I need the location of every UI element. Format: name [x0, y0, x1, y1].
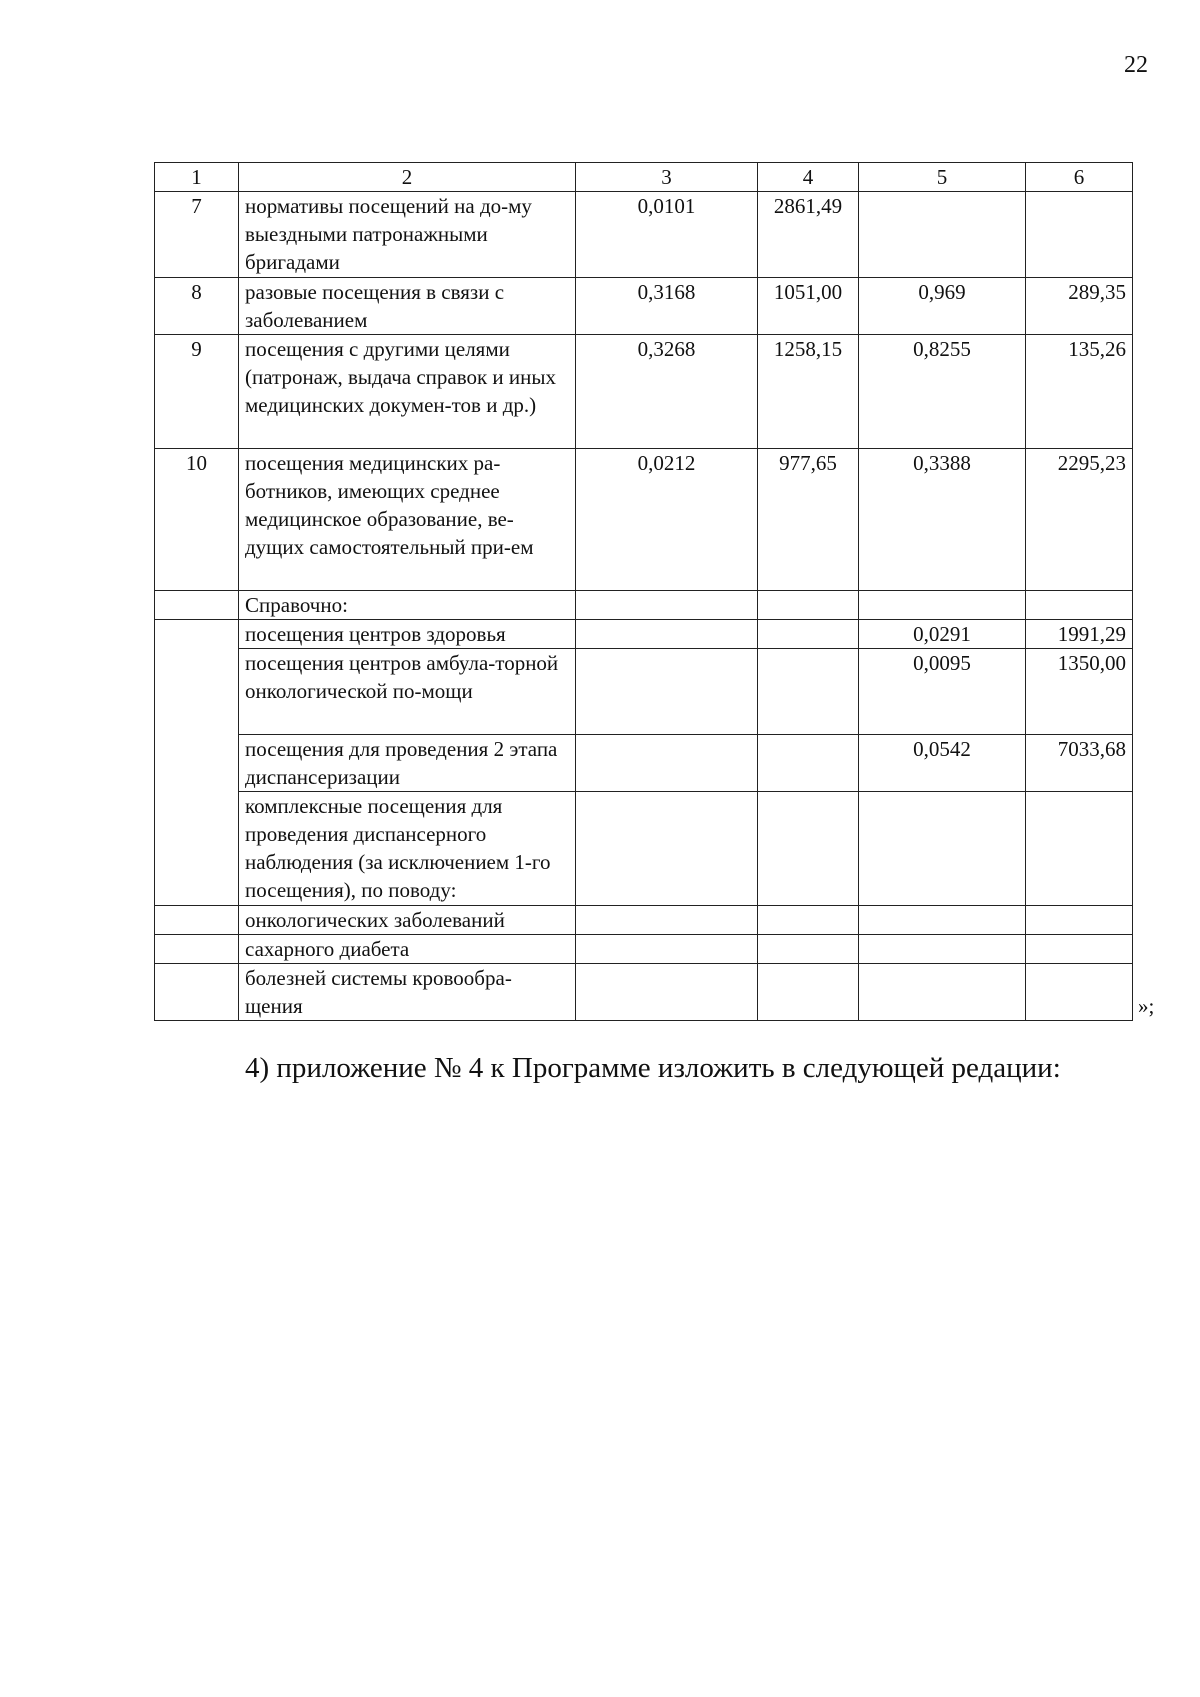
cell-col6: 1350,00: [1026, 649, 1133, 735]
row-name: разовые посещения в связи с заболеванием: [239, 278, 576, 335]
cell-col3: 0,3168: [576, 278, 758, 335]
header-cell: 2: [239, 163, 576, 192]
row-number: [155, 906, 239, 935]
cell-col5: [859, 591, 1026, 620]
header-cell: 1: [155, 163, 239, 192]
row-name: онкологических заболеваний: [239, 906, 576, 935]
row-name: посещения центров амбула-торной онкологической по-мощи: [239, 649, 576, 735]
row-name: посещения с другими целями (патронаж, выдача справок и иных медицинских докумен-тов и др.): [239, 335, 576, 449]
header-cell: 5: [859, 163, 1026, 192]
row-name: посещения для проведения 2 этапа диспансеризации: [239, 735, 576, 792]
table-row: [155, 935, 1133, 964]
cell-col4: 1258,15: [758, 335, 859, 449]
amendment-paragraph: 4) приложение № 4 к Программе изложить в следующей редации:: [245, 1052, 1061, 1084]
header-cell: 6: [1026, 163, 1133, 192]
cell-col4: [758, 935, 859, 964]
table-row: [155, 620, 1133, 649]
cell-col4: [758, 906, 859, 935]
page-number: 22: [1124, 52, 1148, 78]
table-row: [155, 792, 1133, 906]
cell-col4: [758, 964, 859, 1021]
row-number: 7: [155, 192, 239, 278]
row-number: 8: [155, 278, 239, 335]
cell-col6: [1026, 906, 1133, 935]
cell-col5: [859, 906, 1026, 935]
table-row: [155, 449, 1133, 591]
cell-col4: [758, 735, 859, 792]
row-number-merged: [155, 620, 239, 906]
cell-col6: 2295,23: [1026, 449, 1133, 591]
table-row: [155, 649, 1133, 735]
row-name: посещения центров здоровья: [239, 620, 576, 649]
cell-col3: [576, 906, 758, 935]
header-cell: 3: [576, 163, 758, 192]
cell-col4: [758, 591, 859, 620]
closing-quote: »;: [1138, 994, 1155, 1018]
norms-table: [154, 162, 1133, 1021]
row-name: посещения медицинских ра-ботников, имеющих среднее медицинское образование, ве-дущих самостоятельный при-ем: [239, 449, 576, 591]
cell-col5: [859, 935, 1026, 964]
row-number: 10: [155, 449, 239, 591]
cell-col6: [1026, 792, 1133, 906]
cell-col5: [859, 192, 1026, 278]
cell-col5: 0,8255: [859, 335, 1026, 449]
cell-col6: 7033,68: [1026, 735, 1133, 792]
cell-col5: 0,0542: [859, 735, 1026, 792]
table-row: [155, 192, 1133, 278]
row-name: комплексные посещения для проведения диспансерного наблюдения (за исключением 1-го посещения), по поводу:: [239, 792, 576, 906]
table-row: [155, 335, 1133, 449]
row-number: [155, 591, 239, 620]
cell-col5: 0,969: [859, 278, 1026, 335]
cell-col4: 977,65: [758, 449, 859, 591]
cell-col5: [859, 964, 1026, 1021]
row-name: Справочно:: [239, 591, 576, 620]
cell-col4: [758, 649, 859, 735]
table-header-row: [155, 163, 1133, 192]
cell-col3: [576, 649, 758, 735]
cell-col5: 0,3388: [859, 449, 1026, 591]
cell-col3: [576, 735, 758, 792]
cell-col6: [1026, 964, 1133, 1021]
cell-col3: 0,0212: [576, 449, 758, 591]
header-cell: 4: [758, 163, 859, 192]
cell-col6: [1026, 591, 1133, 620]
cell-col5: [859, 792, 1026, 906]
table-row: [155, 964, 1133, 1021]
cell-col3: 0,3268: [576, 335, 758, 449]
cell-col5: 0,0291: [859, 620, 1026, 649]
table-row: [155, 278, 1133, 335]
cell-col4: [758, 620, 859, 649]
cell-col6: 289,35: [1026, 278, 1133, 335]
cell-col3: 0,0101: [576, 192, 758, 278]
cell-col3: [576, 964, 758, 1021]
row-number: [155, 964, 239, 1021]
cell-col6: 135,26: [1026, 335, 1133, 449]
cell-col4: [758, 792, 859, 906]
cell-col3: [576, 620, 758, 649]
cell-col4: 2861,49: [758, 192, 859, 278]
table-row: [155, 735, 1133, 792]
row-name: сахарного диабета: [239, 935, 576, 964]
cell-col4: 1051,00: [758, 278, 859, 335]
cell-col3: [576, 935, 758, 964]
row-name: нормативы посещений на до-му выездными патронажными бригадами: [239, 192, 576, 278]
table-row: [155, 591, 1133, 620]
cell-col5: 0,0095: [859, 649, 1026, 735]
cell-col6: [1026, 192, 1133, 278]
row-number: [155, 935, 239, 964]
cell-col6: [1026, 935, 1133, 964]
row-name: болезней системы кровообра-щения: [239, 964, 576, 1021]
cell-col6: 1991,29: [1026, 620, 1133, 649]
cell-col3: [576, 792, 758, 906]
row-number: 9: [155, 335, 239, 449]
table-row: [155, 906, 1133, 935]
cell-col3: [576, 591, 758, 620]
